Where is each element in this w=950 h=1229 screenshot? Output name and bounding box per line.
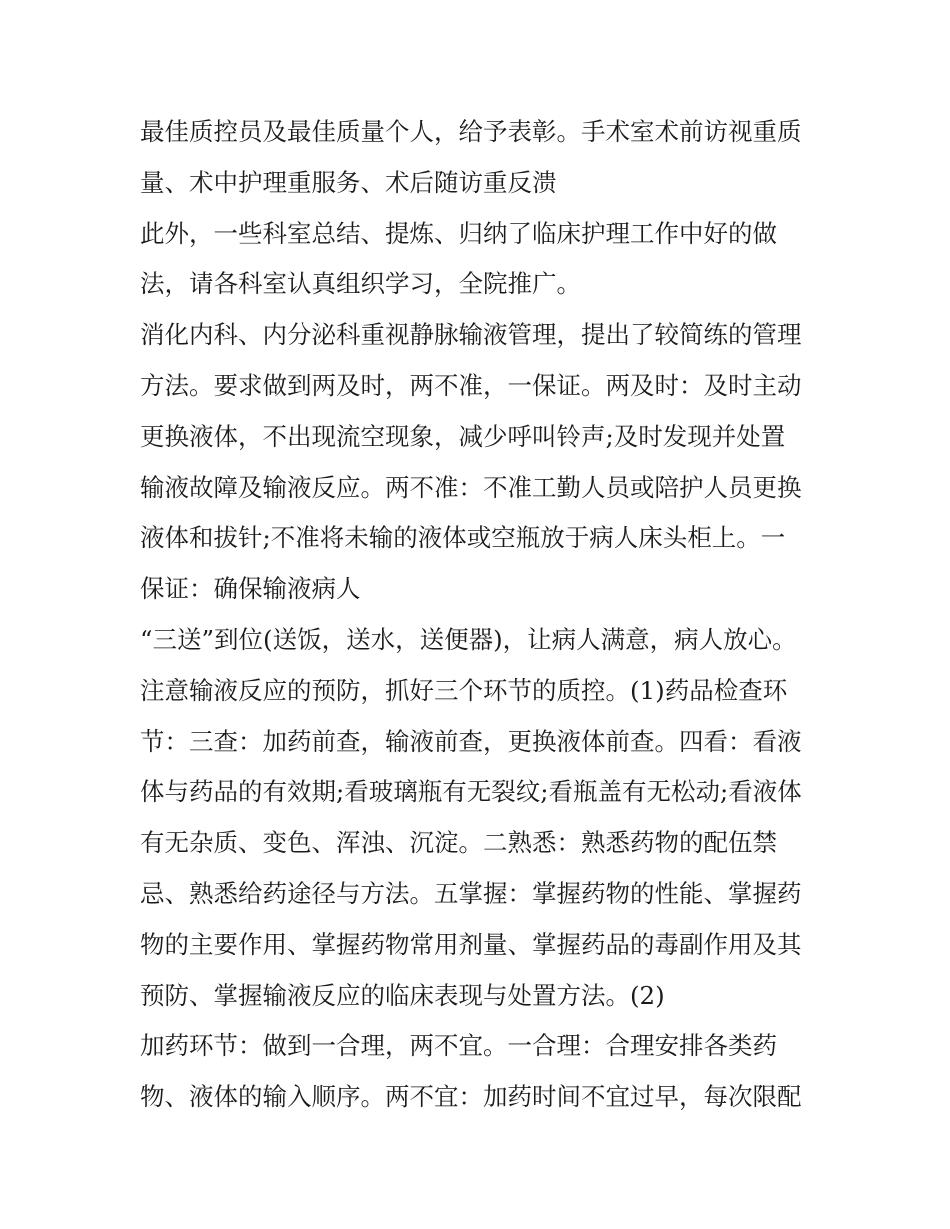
text-line: 最佳质控员及最佳质量个人，给予表彰。手术室术前访视重质 <box>140 117 802 146</box>
text-line: 法，请各科室认真组织学习，全院推广。 <box>140 269 581 299</box>
text-line: “三送”到位(送饭，送水，送便器)，让病人满意，病人放心。 <box>140 624 797 654</box>
text-line: 保证：确保输液病人 <box>140 574 361 604</box>
text-line: 体与药品的有效期;看玻璃瓶有无裂纹;看瓶盖有无松动;看液体 <box>140 777 802 807</box>
text-line: 物的主要作用、掌握药物常用剂量、掌握药品的毒副作用及其 <box>140 929 802 959</box>
text-line: 液体和拔针;不准将未输的液体或空瓶放于病人床头柜上。一 <box>140 523 786 553</box>
text-line: 量、术中护理重服务、术后随访重反溃 <box>140 167 557 197</box>
text-line: 预防、掌握输液反应的临床表现与处置方法。(2) <box>140 980 665 1010</box>
text-line: 更换液体，不出现流空现象，减少呼叫铃声;及时发现并处置 <box>140 421 786 451</box>
text-line: 节：三查：加药前查，输液前查，更换液体前查。四看：看液 <box>140 726 802 756</box>
text-line: 输液故障及输液反应。两不准：不准工勤人员或陪护人员更换 <box>140 472 802 502</box>
text-line: 注意输液反应的预防，抓好三个环节的质控。(1)药品检查环 <box>140 675 788 705</box>
text-line: 忌、熟悉给药途径与方法。五掌握：掌握药物的性能、掌握药 <box>140 878 802 908</box>
text-line: 方法。要求做到两及时，两不准，一保证。两及时：及时主动 <box>140 370 802 400</box>
body-text <box>140 107 820 1123</box>
text-line: 消化内科、内分泌科重视静脉输液管理，提出了较简练的管理 <box>140 320 802 350</box>
text-line: 加药环节：做到一合理，两不宜。一合理：合理安排各类药 <box>140 1031 777 1061</box>
text-line: 有无杂质、变色、浑浊、沉淀。二熟悉：熟悉药物的配伍禁 <box>140 828 777 858</box>
text-line: 此外，一些科室总结、提炼、归纳了临床护理工作中好的做 <box>140 218 777 248</box>
text-line: 物、液体的输入顺序。两不宜：加药时间不宜过早，每次限配 <box>140 1082 802 1112</box>
